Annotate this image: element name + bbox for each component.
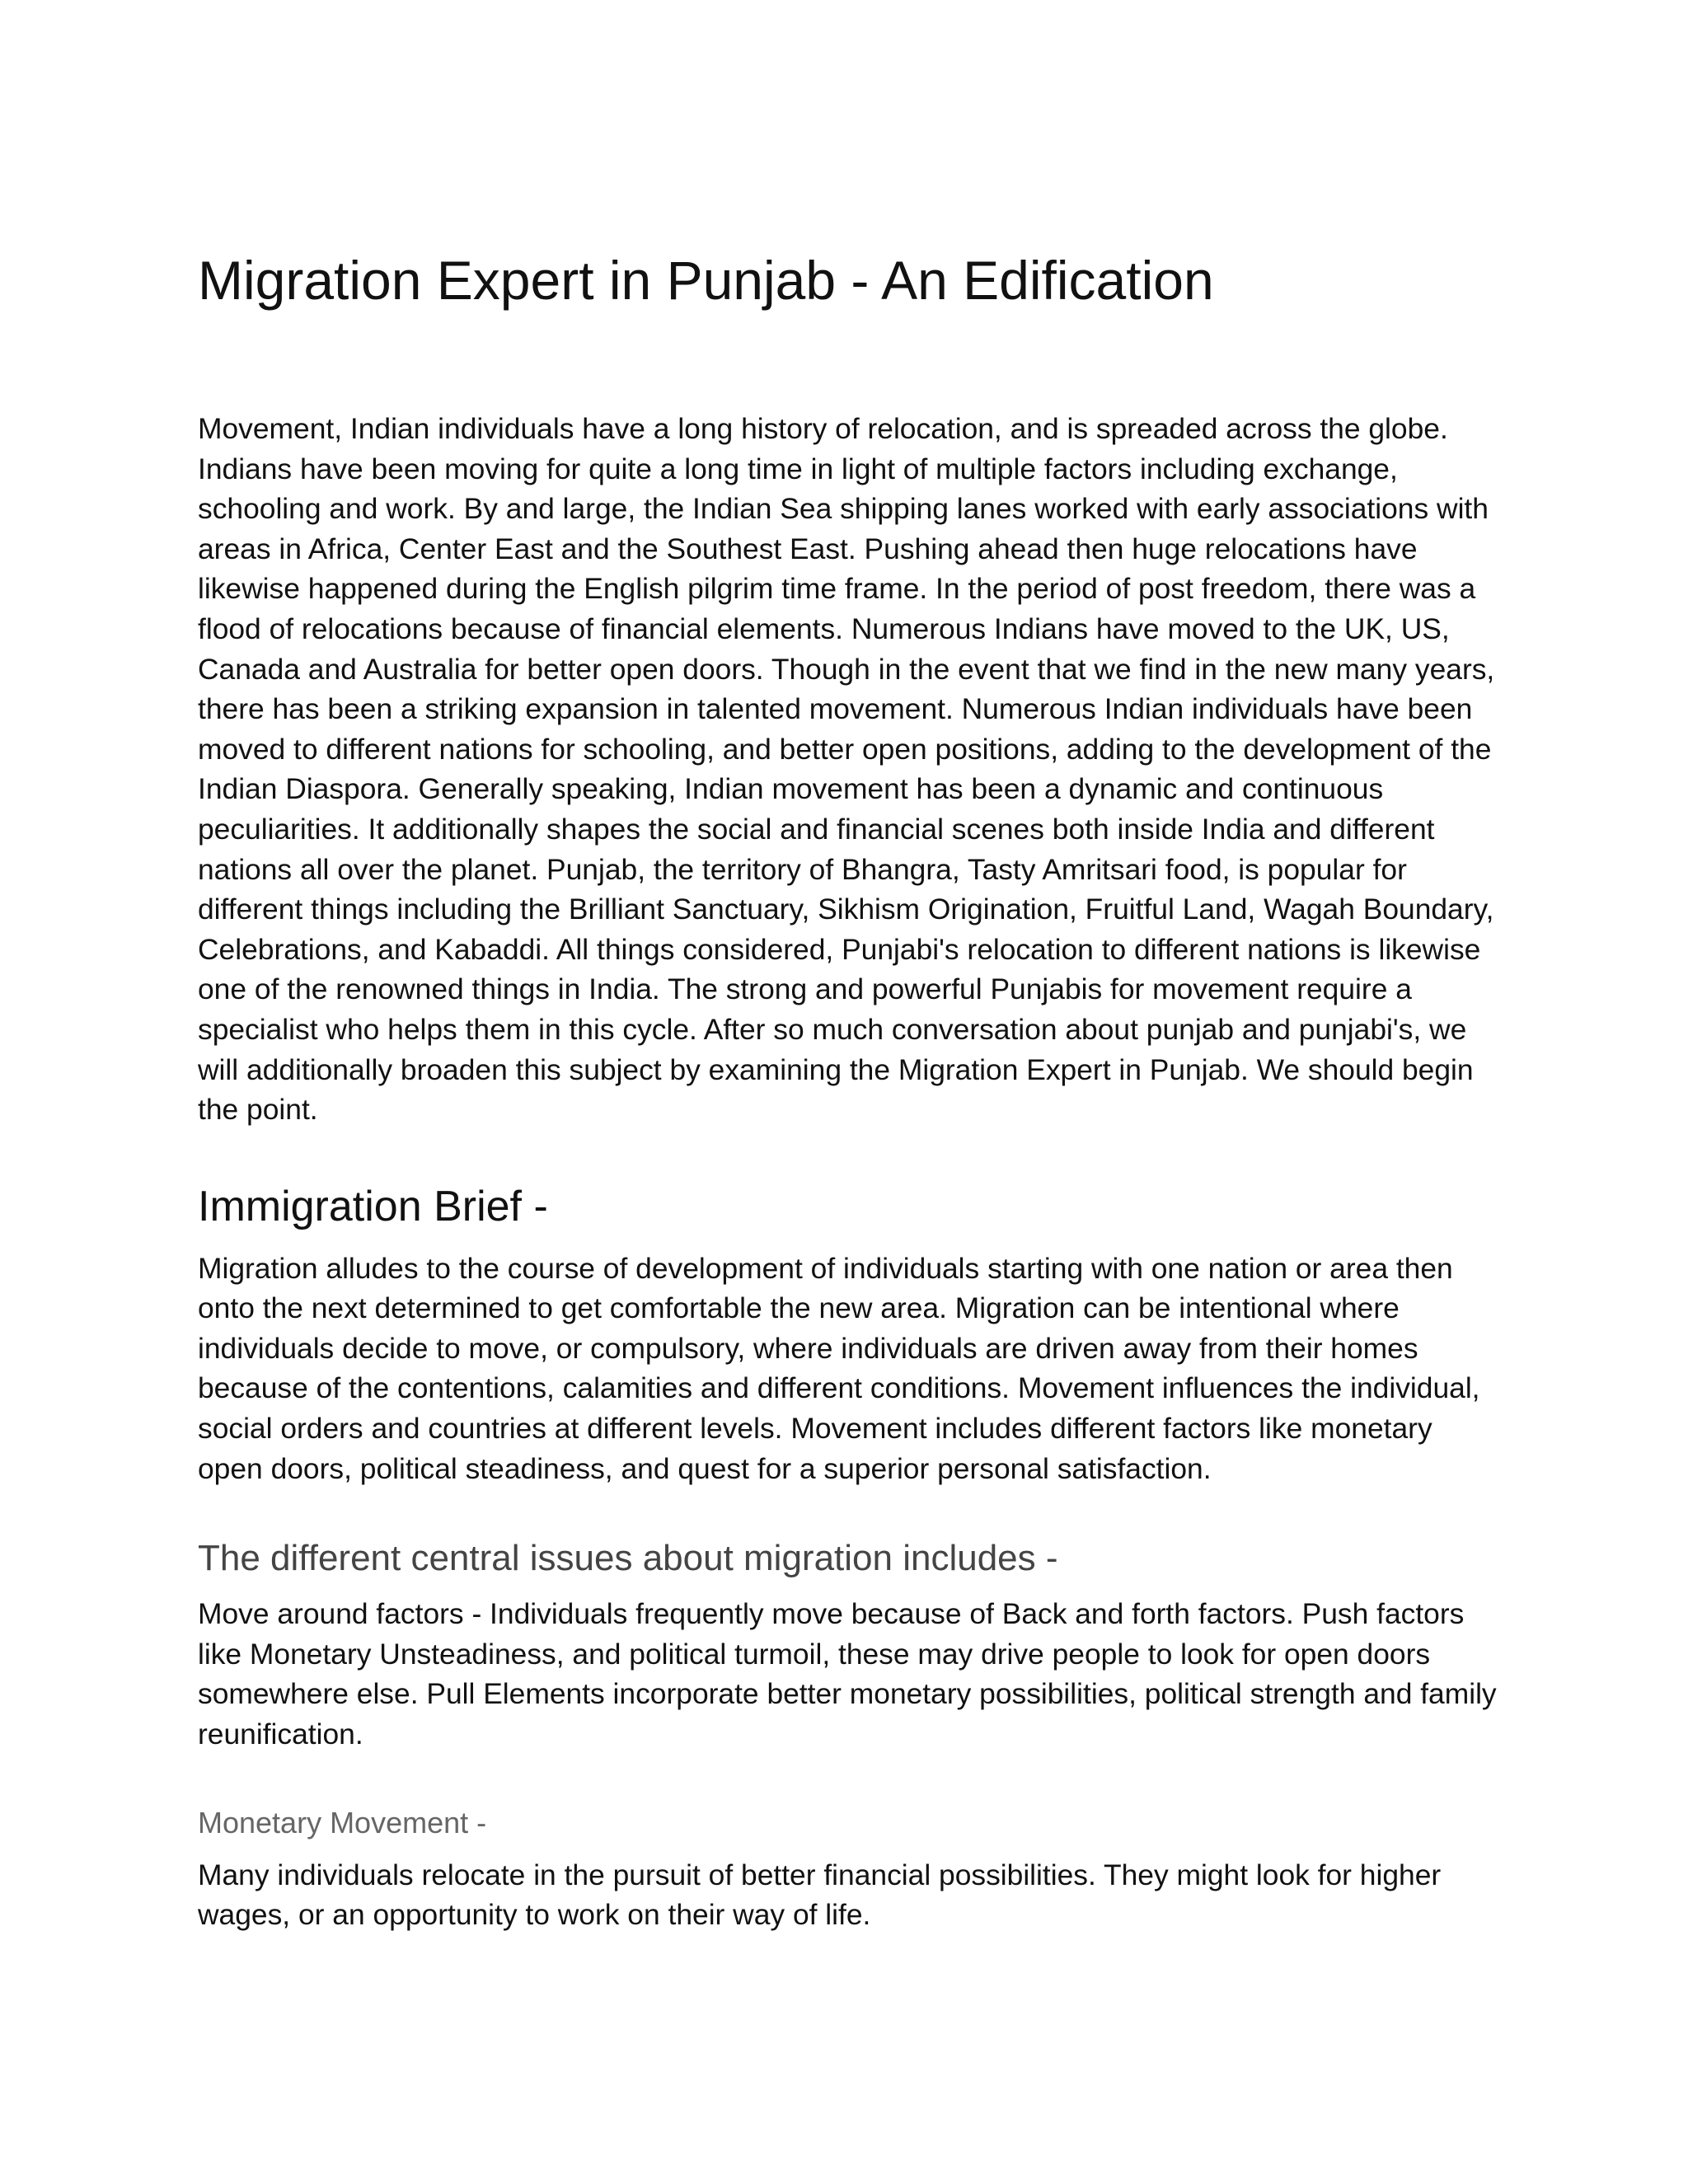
intro-paragraph: Movement, Indian individuals have a long history of relocation, and is spreaded across the globe. Indians have been moving for quite a long time in light of multiple factors including exchange, schooling and work. By and large, the Indian Sea shipping lanes worked with early associations with areas in Africa, Center East and the Southest East. Pushing ahead then huge relocations have likewise happened during the English pilgrim time frame. In the period of post freedom, there was a flood of relocations because of financial elements. Numerous Indians have moved to the UK, US, Canada and Australia for better open doors. Though in the event that we find in the new many years, there has been a striking expansion in talented movement. Numerous Indian individuals have been moved to different nations for schooling, and better open positions, adding to the development of the Indian Diaspora. Generally speaking, Indian movement has been a dynamic and continuous peculiarities. It additionally shapes the social and financial scenes both inside India and different nations all over the planet. Punjab, the territory of Bhangra, Tasty Amritsari food, is popular for different things including the Brilliant Sanctuary, Sikhism Origination, Fruitful Land, Wagah Boundary, Celebrations, and Kabaddi. All things considered, Punjabi's relocation to different nations is likewise one of the renowned things in India. The strong and powerful Punjabis for movement require a specialist who helps them in this cycle. After so much conversation about punjab and punjabi's, we will additionally broaden this subject by examining the Migration Expert in Punjab. We should begin the point.	[198, 412, 1495, 1127]
monetary-movement-paragraph: Many individuals relocate in the pursuit of better financial possibilities. They might look for higher wages, or an opportunity to work on their way of life.	[198, 1858, 1442, 1932]
document-title: Migration Expert in Punjab - An Edification	[198, 250, 1214, 311]
central-issues-paragraph: Move around factors - Individuals frequently move because of Back and forth factors. Push factors like Monetary Unsteadiness, and political turmoil, these may drive people to look for open doors somewhere else. Pull Elements incorporate better monetary possibilities, political strength and family reunification.	[198, 1597, 1497, 1751]
central-issues-heading: The different central issues about migration includes -	[198, 1538, 1058, 1579]
monetary-movement-heading: Monetary Movement -	[198, 1805, 487, 1840]
immigration-brief-paragraph: Migration alludes to the course of development of individuals starting with one nation or area then onto the next determined to get comfortable the new area. Migration can be intentional where individuals decide to move, or compulsory, where individuals are driven away from their homes because of the contentions, calamities and different conditions. Movement influences the individual, social orders and countries at different levels. Movement includes different factors like monetary open doors, political steadiness, and quest for a superior personal satisfaction.	[198, 1251, 1480, 1485]
document-body	[198, 247, 1500, 1935]
immigration-brief-heading: Immigration Brief -	[198, 1182, 548, 1230]
